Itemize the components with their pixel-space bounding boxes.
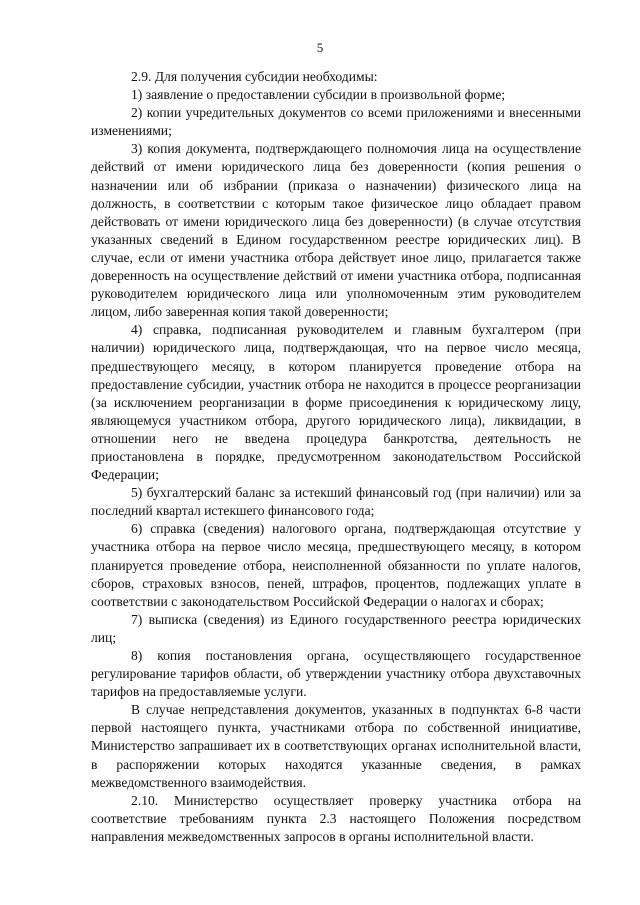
list-item-7: 7) выписка (сведения) из Единого государственного реестра юридических лиц;	[91, 611, 581, 645]
list-item-3: 3) копия документа, подтверждающего полномочия лица на осуществление действий от имени юридического лица без доверенности (копия решения о назначении или об избрании (приказа о назначении) физического лица на должность, в соответствии с которым такое физическое лицо обладает правом действовать от имени юридического лица без доверенности) (в случае отсутствия указанных сведений в Едином государственном реестре юридических лиц). В случае, если от имени участника отбора действует иное лицо, прилагается также доверенность на осуществление действий от имени участника отбора, подписанная руководителем юридического лица или уполномоченным этим руководителем лицом, либо заверенная копия такой доверенности;	[91, 141, 581, 320]
paragraph-2-10: 2.10. Министерство осуществляет проверку участника отбора на соответствие требованиям пункта 2.3 настоящего Положения посредством направления межведомственных запросов в органы исполнительной власти.	[91, 792, 581, 844]
document-body	[91, 68, 581, 846]
paragraph-non-submission: В случае непредставления документов, указанных в подпунктах 6-8 части первой настоящего пункта, участниками отбора по собственной инициативе, Министерство запрашивает их в соответствующих органах исполнительной власти, в распоряжении которых находятся указанные сведения, в рамках межведомственного взаимодействия.	[91, 702, 581, 790]
list-item-1: 1) заявление о предоставлении субсидии в произвольной форме;	[131, 87, 506, 103]
list-item-5: 5) бухгалтерский баланс за истекший финансовый год (при наличии) или за последний квартал истекшего финансового года;	[91, 485, 581, 519]
page-number: 5	[316, 40, 324, 55]
paragraph-2-9-heading: 2.9. Для получения субсидии необходимы:	[131, 69, 378, 84]
list-item-6: 6) справка (сведения) налогового органа, подтверждающая отсутствие у участника отбора на первое число месяца, предшествующего месяцу, в котором планируется проведение отбора, неисполненной обязанности по уплате налогов, сборов, страховых взносов, пеней, штрафов, процентов, подлежащих уплате в соответствии с законодательством Российской Федерации о налогах и сборах;	[91, 521, 581, 609]
list-item-4: 4) справка, подписанная руководителем и главным бухгалтером (при наличии) юридического лица, подтверждающая, что на первое число месяца, предшествующего месяцу, в котором планируется проведение отбора на предоставление субсидии, участник отбора не находится в процессе реорганизации (за исключением реорганизации в форме присоединения к юридическому лицу, являющемуся участником отбора, другого юридического лица), ликвидации, в отношении него не введена процедура банкротства, деятельность не приостановлена в порядке, предусмотренном законодательством Российской Федерации;	[91, 322, 581, 483]
list-item-2: 2) копии учредительных документов со всеми приложениями и внесенными изменениями;	[91, 105, 581, 139]
list-item-8: 8) копия постановления органа, осуществляющего государственное регулирование тарифов области, об утверждении участнику отбора двухставочных тарифов на предоставляемые услуги.	[91, 648, 581, 700]
